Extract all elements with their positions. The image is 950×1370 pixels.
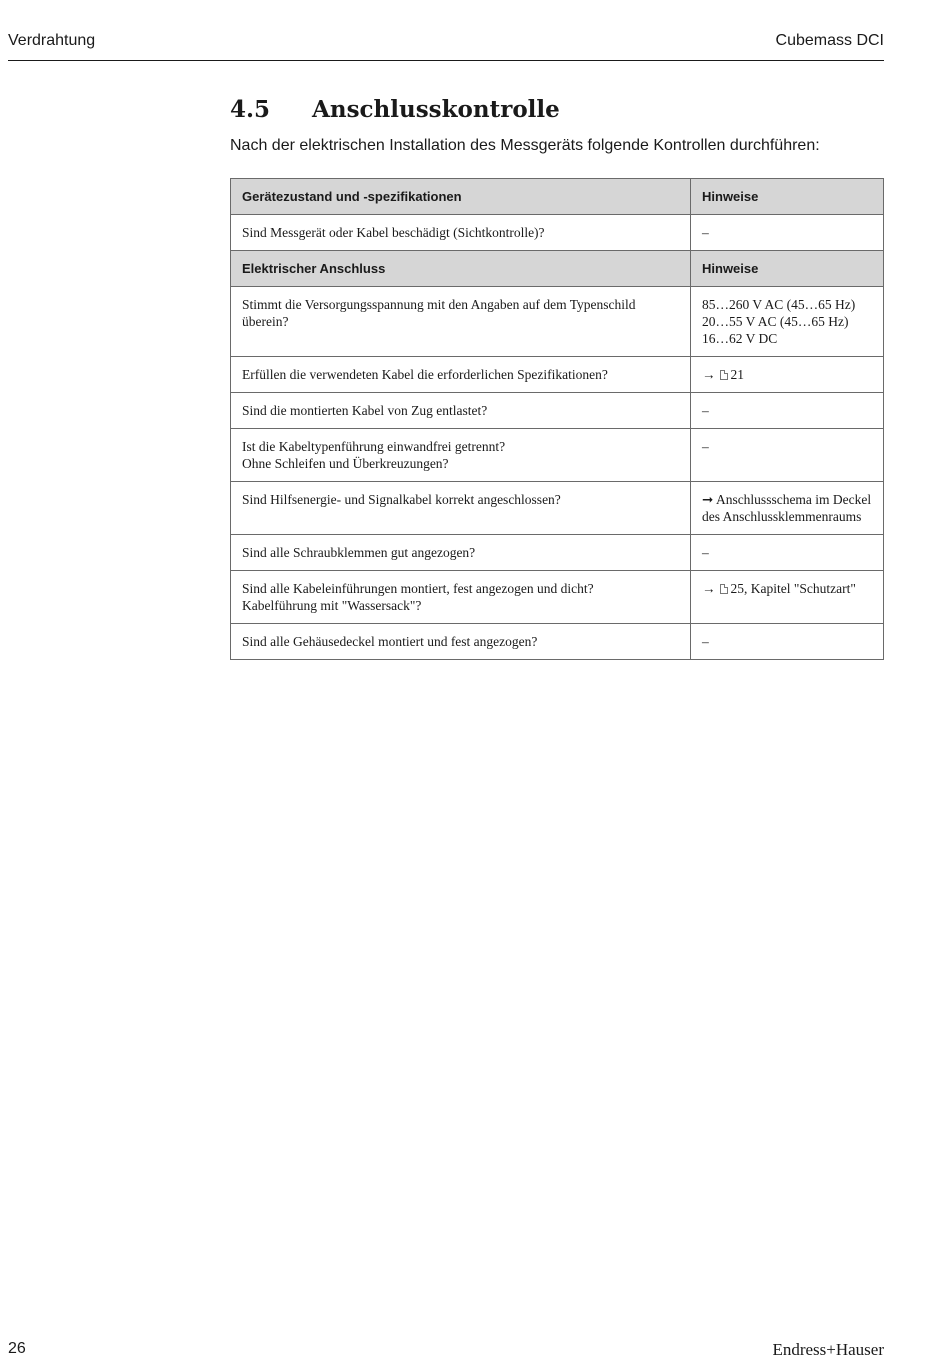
table-header-row [231,251,884,287]
note-cell: 85…260 V AC (45…65 Hz) 20…55 V AC (45…65 Hz) 16…62 V DC [691,287,884,357]
page-reference: 21 [730,367,744,382]
table-row [231,393,884,429]
column-header-notes: Hinweise [691,179,884,215]
table-row [231,215,884,251]
brand-name: Endress+Hauser [772,1340,884,1359]
checklist-table [230,178,884,660]
check-cell: Ist die Kabeltypenführung einwandfrei getrennt? Ohne Schleifen und Überkreuzungen? [231,429,691,482]
note-cell: – [691,393,884,429]
table-row [231,429,884,482]
table-row [231,357,884,393]
check-cell: Sind alle Schraubklemmen gut angezogen? [231,535,691,571]
table-row [231,287,884,357]
note-cell: – [691,624,884,660]
column-header-check: Gerätezustand und -spezifikationen [231,179,691,215]
check-cell: Sind alle Gehäusedeckel montiert und fest angezogen? [231,624,691,660]
page-reference-icon [720,584,728,594]
check-cell: Sind Messgerät oder Kabel beschädigt (Sichtkontrolle)? [231,215,691,251]
page-reference: 25, Kapitel "Schutzart" [730,581,856,596]
section-number: 4.5 [230,96,271,123]
check-cell: Sind Hilfsenergie- und Signalkabel korrekt angeschlossen? [231,482,691,535]
note-cell: – [691,535,884,571]
note-cell [691,357,884,393]
page-number: 26 [8,1340,26,1357]
section-title: Anschlusskontrolle [312,96,560,123]
note-cell [691,571,884,624]
check-cell: Stimmt die Versorgungsspannung mit den Angaben auf dem Typenschild überein? [231,287,691,357]
table-row [231,624,884,660]
arrow-icon: → [702,581,716,596]
note-cell: – [691,429,884,482]
table-row [231,535,884,571]
header-chapter: Verdrahtung [8,32,96,49]
table-row [231,482,884,535]
column-header-check: Elektrischer Anschluss [231,251,691,287]
table-header-row [231,179,884,215]
note-cell: ➞ Anschlussschema im Deckel des Anschlussklemmenraums [691,482,884,535]
column-header-notes: Hinweise [691,251,884,287]
page-reference-icon [720,370,728,380]
table-row [231,571,884,624]
arrow-icon: → [702,367,716,382]
check-cell: Sind die montierten Kabel von Zug entlastet? [231,393,691,429]
page-header [8,30,884,61]
note-cell: – [691,215,884,251]
section-heading [230,96,560,123]
header-product: Cubemass DCI [775,32,884,49]
check-cell: Erfüllen die verwendeten Kabel die erforderlichen Spezifikationen? [231,357,691,393]
check-cell: Sind alle Kabeleinführungen montiert, fest angezogen und dicht? Kabelführung mit "Wassersack"? [231,571,691,624]
intro-text: Nach der elektrischen Installation des Messgeräts folgende Kontrollen durchführen: [230,137,820,154]
